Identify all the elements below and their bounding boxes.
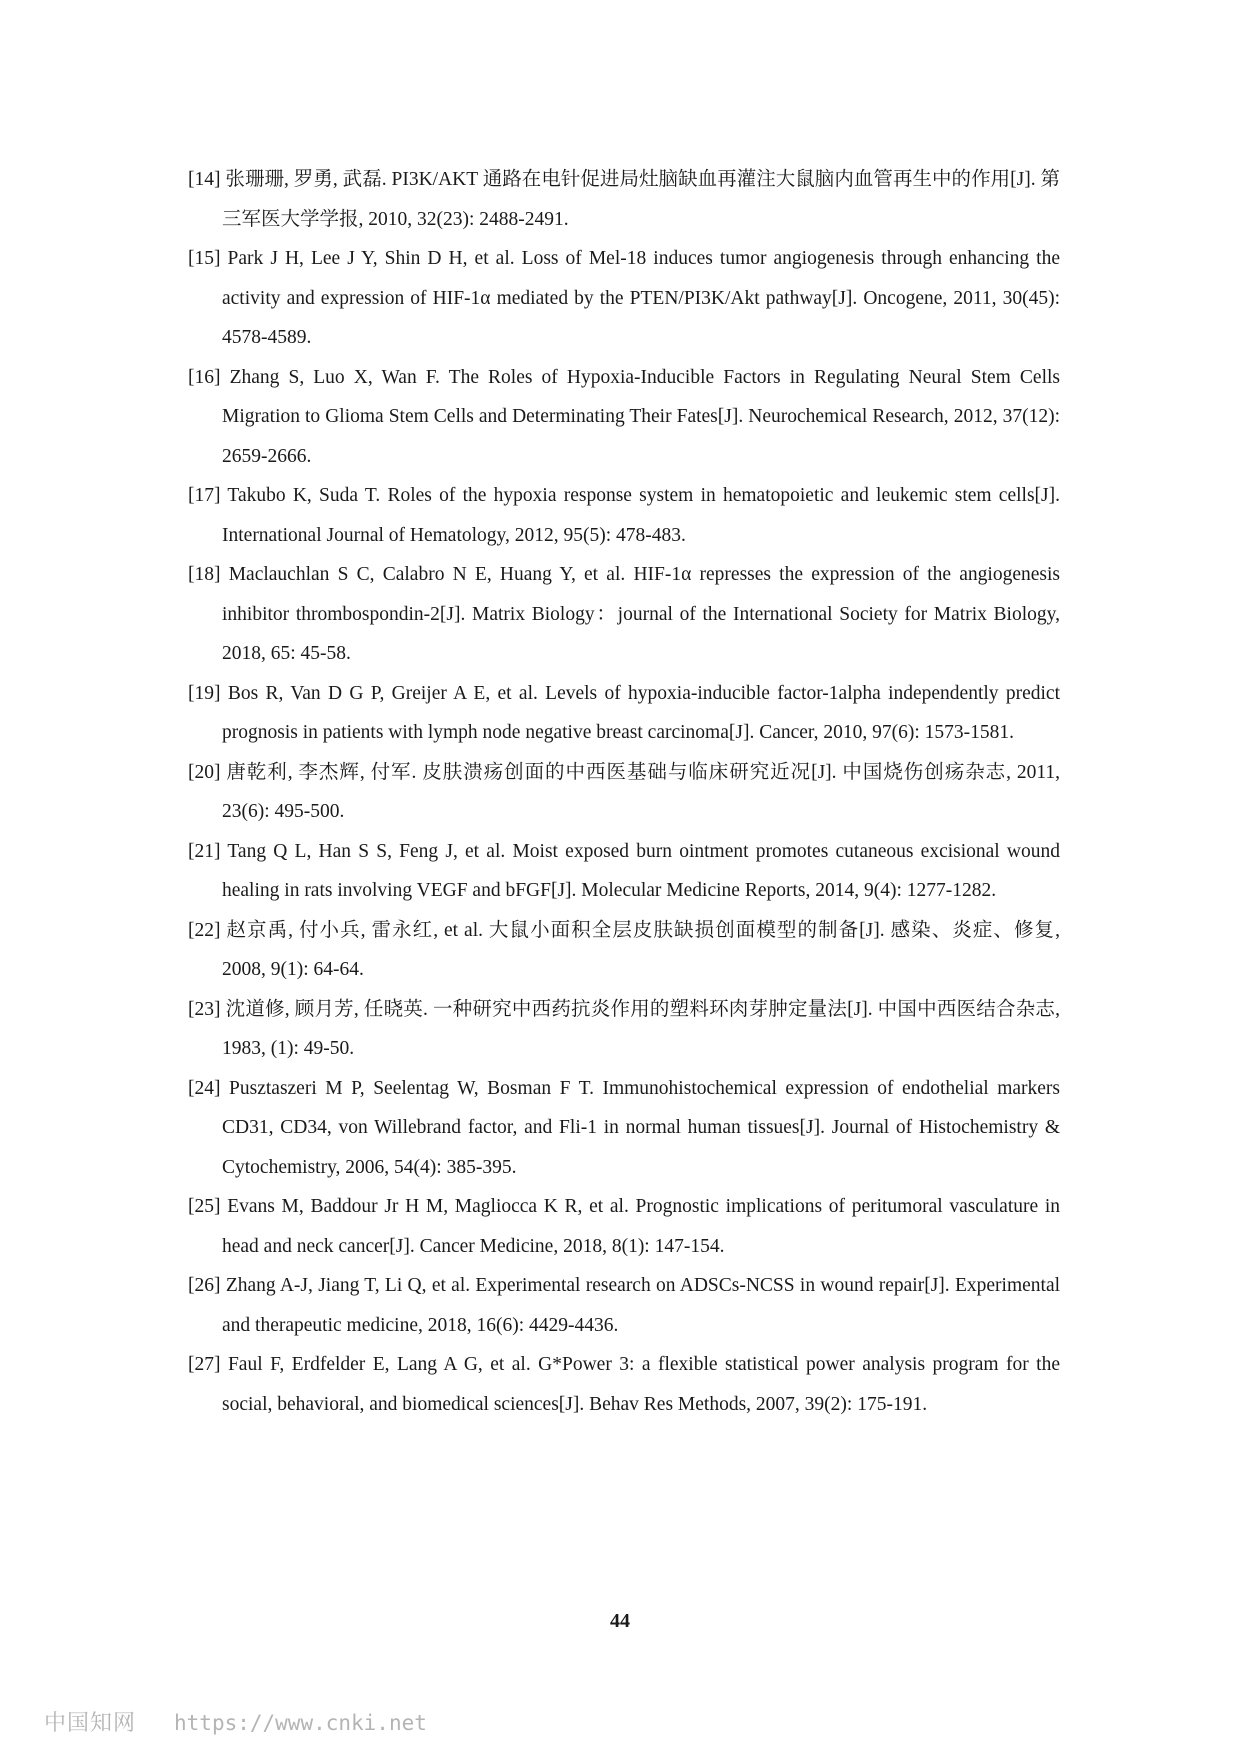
- reference-text: 沈道修, 顾月芳, 任晓英. 一种研究中西药抗炎作用的塑料环肉芽肿定量法[J]. 中国中西医结合杂志, 1983, (1): 49-50.: [222, 998, 1061, 1059]
- reference-list: [188, 160, 1060, 1424]
- reference-number: [27]: [188, 1354, 221, 1375]
- reference-number: [24]: [188, 1077, 221, 1099]
- reference-item: [188, 911, 1060, 990]
- reference-item: [188, 555, 1060, 674]
- reference-item: [188, 1345, 1060, 1424]
- reference-number: [16]: [188, 366, 221, 388]
- reference-item: [188, 990, 1060, 1069]
- reference-number: [19]: [188, 682, 221, 704]
- reference-number: [22]: [188, 919, 221, 941]
- reference-text: 赵京禹, 付小兵, 雷永红, et al. 大鼠小面积全层皮肤缺损创面模型的制备[J]. 感染、炎症、修复, 2008, 9(1): 64-64.: [222, 919, 1060, 980]
- reference-item: [188, 832, 1060, 911]
- reference-text: Evans M, Baddour Jr H M, Magliocca K R, et al. Prognostic implications of peritumoral vasculature in head and neck cancer[J]. Cancer Medicine, 2018, 8(1): 147-154.: [222, 1196, 1061, 1257]
- reference-item: [188, 239, 1060, 358]
- reference-text: 张珊珊, 罗勇, 武磊. PI3K/AKT 通路在电针促进局灶脑缺血再灌注大鼠脑内血管再生中的作用[J]. 第三军医大学学报, 2010, 32(23): 2488-2491.: [222, 169, 1061, 230]
- page-number: 44: [610, 1610, 630, 1632]
- reference-number: [14]: [188, 169, 221, 190]
- reference-item: [188, 476, 1060, 555]
- reference-number: [25]: [188, 1196, 221, 1217]
- reference-item: [188, 1187, 1060, 1266]
- cnki-watermark: [44, 1706, 427, 1737]
- watermark-url: https://www.cnki.net: [174, 1711, 427, 1735]
- reference-number: [15]: [188, 248, 221, 269]
- reference-text: Tang Q L, Han S S, Feng J, et al. Moist exposed burn ointment promotes cutaneous excisional wound healing in rats involving VEGF and bFGF[J]. Molecular Medicine Reports, 2014, 9(4): 1277-1282.: [222, 840, 1060, 901]
- reference-text: Zhang S, Luo X, Wan F. The Roles of Hypoxia-Inducible Factors in Regulating Neural Stem Cells Migration to Glioma Stem Cells and Determinating Their Fates[J]. Neurochemical Research, 2012, 37(12): 2659-2666.: [222, 366, 1060, 467]
- reference-item: [188, 1266, 1060, 1345]
- reference-number: [20]: [188, 761, 221, 783]
- reference-text: Park J H, Lee J Y, Shin D H, et al. Loss of Mel-18 induces tumor angiogenesis through enhancing the activity and expression of HIF-1α mediated by the PTEN/PI3K/Akt pathway[J]. Oncogene, 2011, 30(45): 4578-4589.: [222, 248, 1060, 348]
- reference-text: 唐乾利, 李杰辉, 付军. 皮肤溃疡创面的中西医基础与临床研究近况[J]. 中国烧伤创疡杂志, 2011, 23(6): 495-500.: [222, 761, 1060, 822]
- reference-number: [26]: [188, 1275, 221, 1296]
- reference-number: [21]: [188, 840, 221, 862]
- reference-number: [23]: [188, 998, 221, 1020]
- reference-number: [17]: [188, 485, 221, 506]
- reference-text: Zhang A-J, Jiang T, Li Q, et al. Experimental research on ADSCs-NCSS in wound repair[J]. Experimental and therapeutic medicine, 2018, 16(6): 4429-4436.: [222, 1275, 1061, 1336]
- reference-text: Faul F, Erdfelder E, Lang A G, et al. G*Power 3: a flexible statistical power analysis program for the social, behavioral, and biomedical sciences[J]. Behav Res Methods, 2007, 39(2): 175-191.: [222, 1354, 1060, 1415]
- reference-text: Takubo K, Suda T. Roles of the hypoxia response system in hematopoietic and leukemic stem cells[J]. International Journal of Hematology, 2012, 95(5): 478-483.: [222, 485, 1060, 546]
- reference-text: Pusztaszeri M P, Seelentag W, Bosman F T. Immunohistochemical expression of endothelial markers CD31, CD34, von Willebrand factor, and Fli-1 in normal human tissues[J]. Journal of Histochemistry & Cytochemistry, 2006, 54(4): 385-395.: [222, 1077, 1061, 1178]
- reference-item: [188, 358, 1060, 477]
- reference-item: [188, 1069, 1060, 1188]
- reference-text: Bos R, Van D G P, Greijer A E, et al. Levels of hypoxia-inducible factor-1alpha independently predict prognosis in patients with lymph node negative breast carcinoma[J]. Cancer, 2010, 97(6): 1573-1581.: [222, 682, 1061, 743]
- reference-item: [188, 753, 1060, 832]
- reference-item: [188, 160, 1060, 239]
- watermark-site-name: 中国知网: [44, 1711, 137, 1736]
- reference-item: [188, 674, 1060, 753]
- reference-number: [18]: [188, 564, 221, 585]
- reference-text: Maclauchlan S C, Calabro N E, Huang Y, et al. HIF-1α represses the expression of the angiogenesis inhibitor thrombospondin-2[J]. Matrix Biology：journal of the International Society for Matrix Biology, 2018, 65: 45-58.: [222, 564, 1060, 664]
